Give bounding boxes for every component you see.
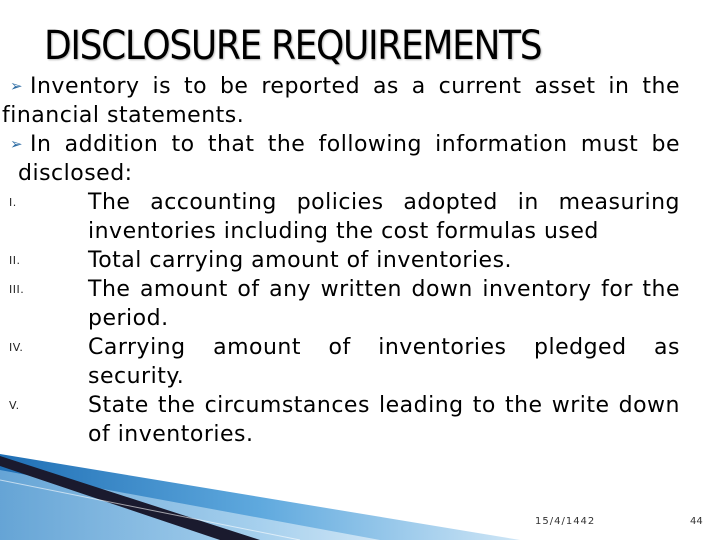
numbered-item [9, 246, 680, 275]
page-number: 44 [690, 516, 703, 527]
bullet-item [2, 72, 680, 130]
decorative-corner-swoosh [0, 440, 720, 540]
roman-numeral: I. [9, 196, 17, 209]
bullet-text: In addition to that the following information must be disclosed: [18, 132, 680, 186]
arrow-bullet-icon: ➢ [10, 135, 24, 153]
roman-numeral: V. [9, 399, 20, 412]
footer-date: 15/4/1442 [535, 516, 596, 527]
slide-title: DISCLOSURE REQUIREMENTS [44, 23, 542, 69]
numbered-item-text: Carrying amount of inventories pledged as security. [88, 335, 680, 389]
roman-numeral: II. [9, 254, 21, 267]
bullet-item [10, 130, 680, 188]
roman-numeral: III. [9, 283, 25, 296]
numbered-item [9, 188, 680, 246]
numbered-item-text: Total carrying amount of inventories. [88, 248, 513, 273]
roman-numeral: IV. [9, 341, 24, 354]
arrow-bullet-icon: ➢ [10, 77, 24, 95]
numbered-item [9, 275, 680, 333]
numbered-item-text: The accounting policies adopted in measuring inventories including the cost formulas used [88, 190, 680, 244]
bullet-text: Inventory is to be reported as a current asset in the financial statements. [2, 74, 680, 128]
numbered-item-text: State the circumstances leading to the write down of inventories. [88, 393, 680, 447]
numbered-item-text: The amount of any written down inventory for the period. [88, 277, 680, 331]
numbered-item [9, 333, 680, 391]
